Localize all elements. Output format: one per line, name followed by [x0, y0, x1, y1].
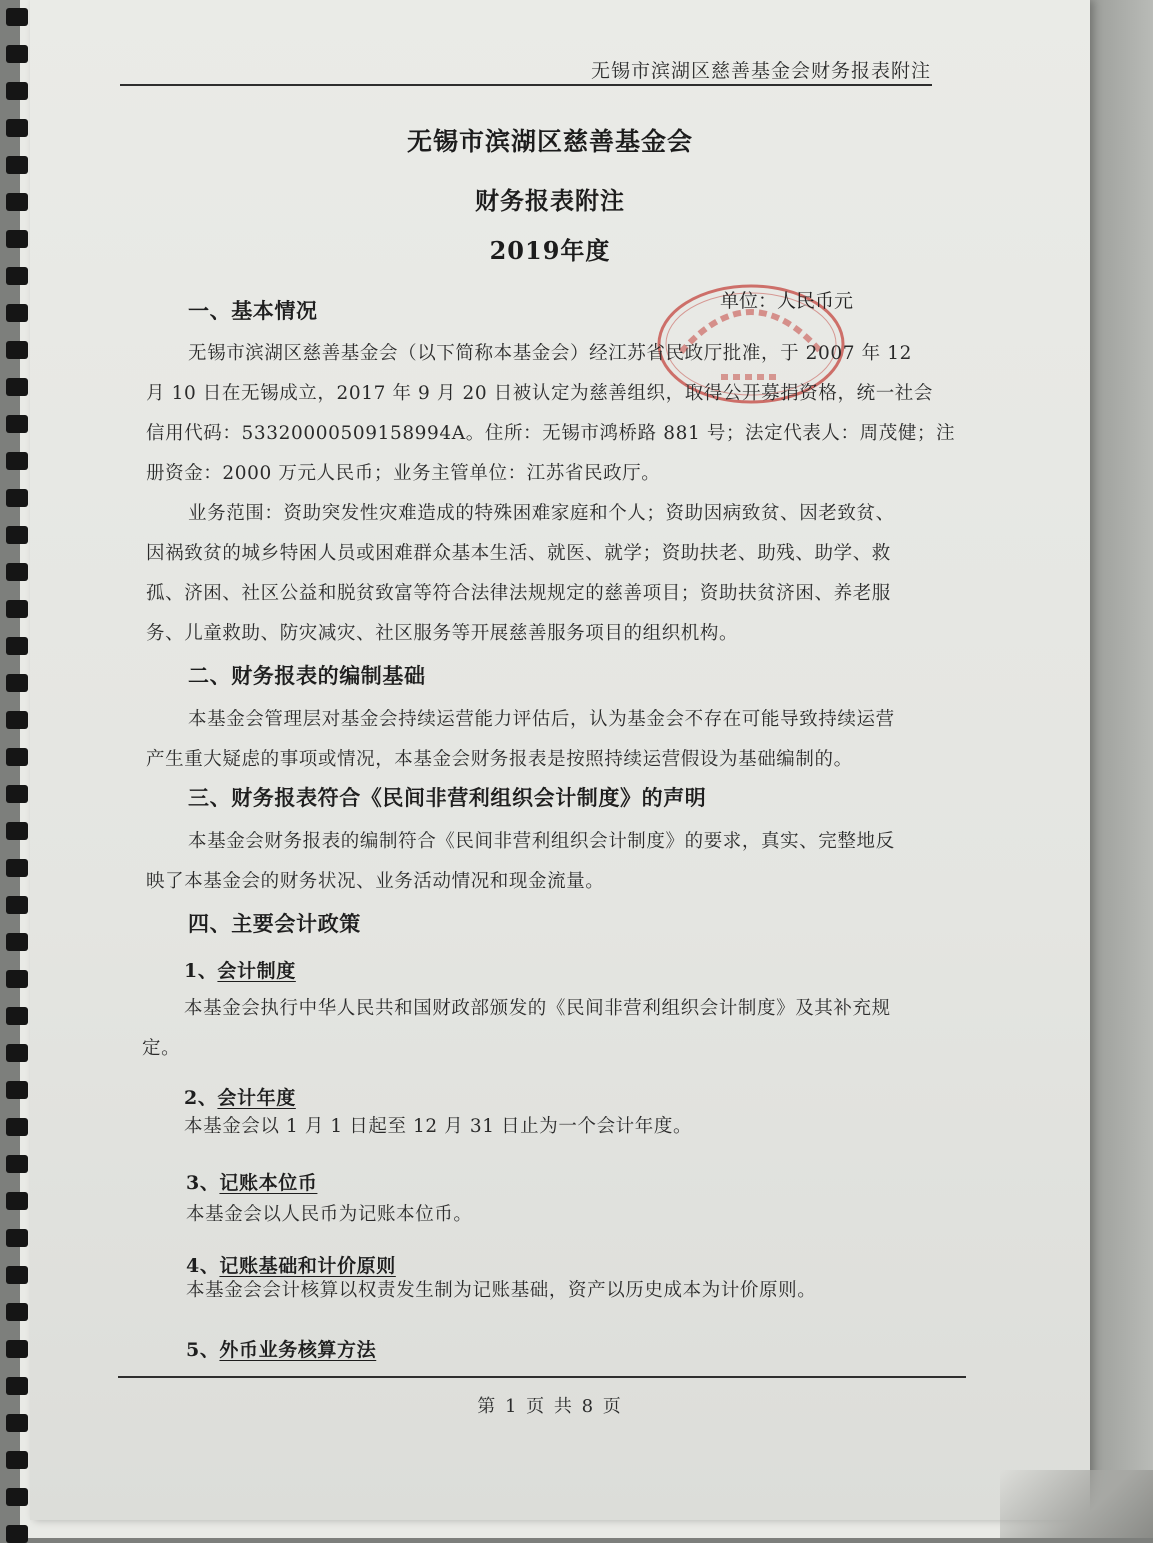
- subsection-title: 外币业务核算方法: [219, 1339, 377, 1361]
- title-year: 2019年度: [489, 236, 611, 265]
- paragraph-line: 本基金会会计核算以权责发生制为记账基础，资产以历史成本为计价原则。: [186, 1280, 817, 1301]
- binding-ring: [6, 785, 28, 803]
- binding-ring: [6, 304, 28, 322]
- subsection-heading: [184, 951, 296, 991]
- binding-ring: [6, 45, 28, 63]
- paragraph-line: 信用代码：53320000509158994A。住所：无锡市鸿桥路 881 号；法定代表人：周茂健；注: [146, 423, 956, 444]
- title-org: 无锡市滨湖区慈善基金会: [406, 127, 693, 156]
- binding-ring: [6, 1118, 28, 1136]
- binding-ring: [6, 341, 28, 359]
- binding-ring: [6, 1081, 28, 1099]
- paragraph-line: 映了本基金会的财务状况、业务活动情况和现金流量。: [146, 871, 605, 892]
- subsection-title: 记账本位币: [219, 1172, 318, 1194]
- page-number: 第 1 页 共 8 页: [477, 1396, 623, 1417]
- subsection-number: 4、: [186, 1255, 220, 1277]
- binding-ring: [6, 1266, 28, 1284]
- binding-ring: [6, 1488, 28, 1506]
- paragraph-line: 因祸致贫的城乡特困人员或困难群众基本生活、就医、就学；资助扶老、助残、助学、救: [146, 543, 891, 564]
- subsection-title: 会计年度: [217, 1087, 296, 1109]
- paragraph-line: 月 10 日在无锡成立，2017 年 9 月 20 日被认定为慈善组织，取得公开募捐资格，统一社会: [146, 383, 933, 404]
- binding-ring: [6, 933, 28, 951]
- binding-ring: [6, 896, 28, 914]
- subsection-title: 会计制度: [217, 960, 296, 982]
- binding-ring: [6, 8, 28, 26]
- binding-ring: [6, 600, 28, 618]
- paragraph-line: 本基金会以 1 月 1 日起至 12 月 31 日止为一个会计年度。: [184, 1116, 693, 1137]
- paragraph-line: 无锡市滨湖区慈善基金会（以下简称本基金会）经江苏省民政厅批准，于 2007 年 12: [188, 343, 912, 364]
- binding-ring: [6, 711, 28, 729]
- binding-ring: [6, 489, 28, 507]
- section-heading: 一、基本情况: [188, 298, 318, 323]
- header-rule: [120, 84, 932, 86]
- binding-ring: [6, 1155, 28, 1173]
- binding-ring: [6, 1451, 28, 1469]
- binding-ring: [6, 748, 28, 766]
- binding-ring: [6, 378, 28, 396]
- binding-ring: [6, 970, 28, 988]
- subsection-number: 1、: [184, 960, 218, 982]
- binding-ring: [6, 563, 28, 581]
- binding-ring: [6, 822, 28, 840]
- paragraph-line: 本基金会以人民币为记账本位币。: [186, 1204, 473, 1225]
- paragraph-line: 业务范围：资助突发性灾难造成的特殊困难家庭和个人；资助因病致贫、因老致贫、: [188, 503, 895, 524]
- subsection-number: 5、: [186, 1339, 220, 1361]
- binding-ring: [6, 82, 28, 100]
- paragraph-line: 本基金会执行中华人民共和国财政部颁发的《民间非营利组织会计制度》及其补充规: [184, 998, 891, 1019]
- binding-ring: [6, 859, 28, 877]
- binding-ring: [6, 1525, 28, 1543]
- binding-ring: [6, 415, 28, 433]
- binding-ring: [6, 1192, 28, 1210]
- running-header: 无锡市滨湖区慈善基金会财务报表附注: [590, 60, 931, 82]
- paragraph-line: 产生重大疑虑的事项或情况，本基金会财务报表是按照持续运营假设为基础编制的。: [146, 749, 853, 770]
- paragraph-line: 务、儿童救助、防灾减灾、社区服务等开展慈善服务项目的组织机构。: [146, 623, 739, 644]
- section-heading: 二、财务报表的编制基础: [188, 663, 426, 688]
- binding-ring: [6, 1303, 28, 1321]
- binding-ring: [6, 1007, 28, 1025]
- paragraph-line: 本基金会管理层对基金会持续运营能力评估后，认为基金会不存在可能导致持续运营: [188, 709, 895, 730]
- subsection-heading: [186, 1330, 376, 1370]
- binding-ring: [6, 156, 28, 174]
- binding-ring: [6, 1044, 28, 1062]
- corner-shadow: [1000, 1470, 1153, 1538]
- title-doc: 财务报表附注: [475, 186, 625, 215]
- binding-ring: [6, 267, 28, 285]
- binding-ring: [6, 1340, 28, 1358]
- binding-ring: [6, 674, 28, 692]
- binding-ring: [6, 637, 28, 655]
- subsection-title: 记账基础和计价原则: [219, 1255, 396, 1277]
- section-heading: 三、财务报表符合《民间非营利组织会计制度》的声明: [188, 785, 707, 810]
- footer-rule: [118, 1376, 966, 1378]
- binding-ring: [6, 526, 28, 544]
- binding-ring: [6, 452, 28, 470]
- subsection-number: 3、: [186, 1172, 220, 1194]
- paragraph-line: 册资金：2000 万元人民币；业务主管单位：江苏省民政厅。: [146, 463, 661, 484]
- paragraph-line: 孤、济困、社区公益和脱贫致富等符合法律法规规定的慈善项目；资助扶贫济困、养老服: [146, 583, 891, 604]
- paragraph-line: 定。: [142, 1038, 181, 1059]
- subsection-number: 2、: [184, 1087, 218, 1109]
- currency-unit: 单位：人民币元: [720, 290, 854, 312]
- section-heading: 四、主要会计政策: [188, 911, 361, 936]
- paragraph-line: 本基金会财务报表的编制符合《民间非营利组织会计制度》的要求，真实、完整地反: [188, 831, 895, 852]
- binding-ring: [6, 1229, 28, 1247]
